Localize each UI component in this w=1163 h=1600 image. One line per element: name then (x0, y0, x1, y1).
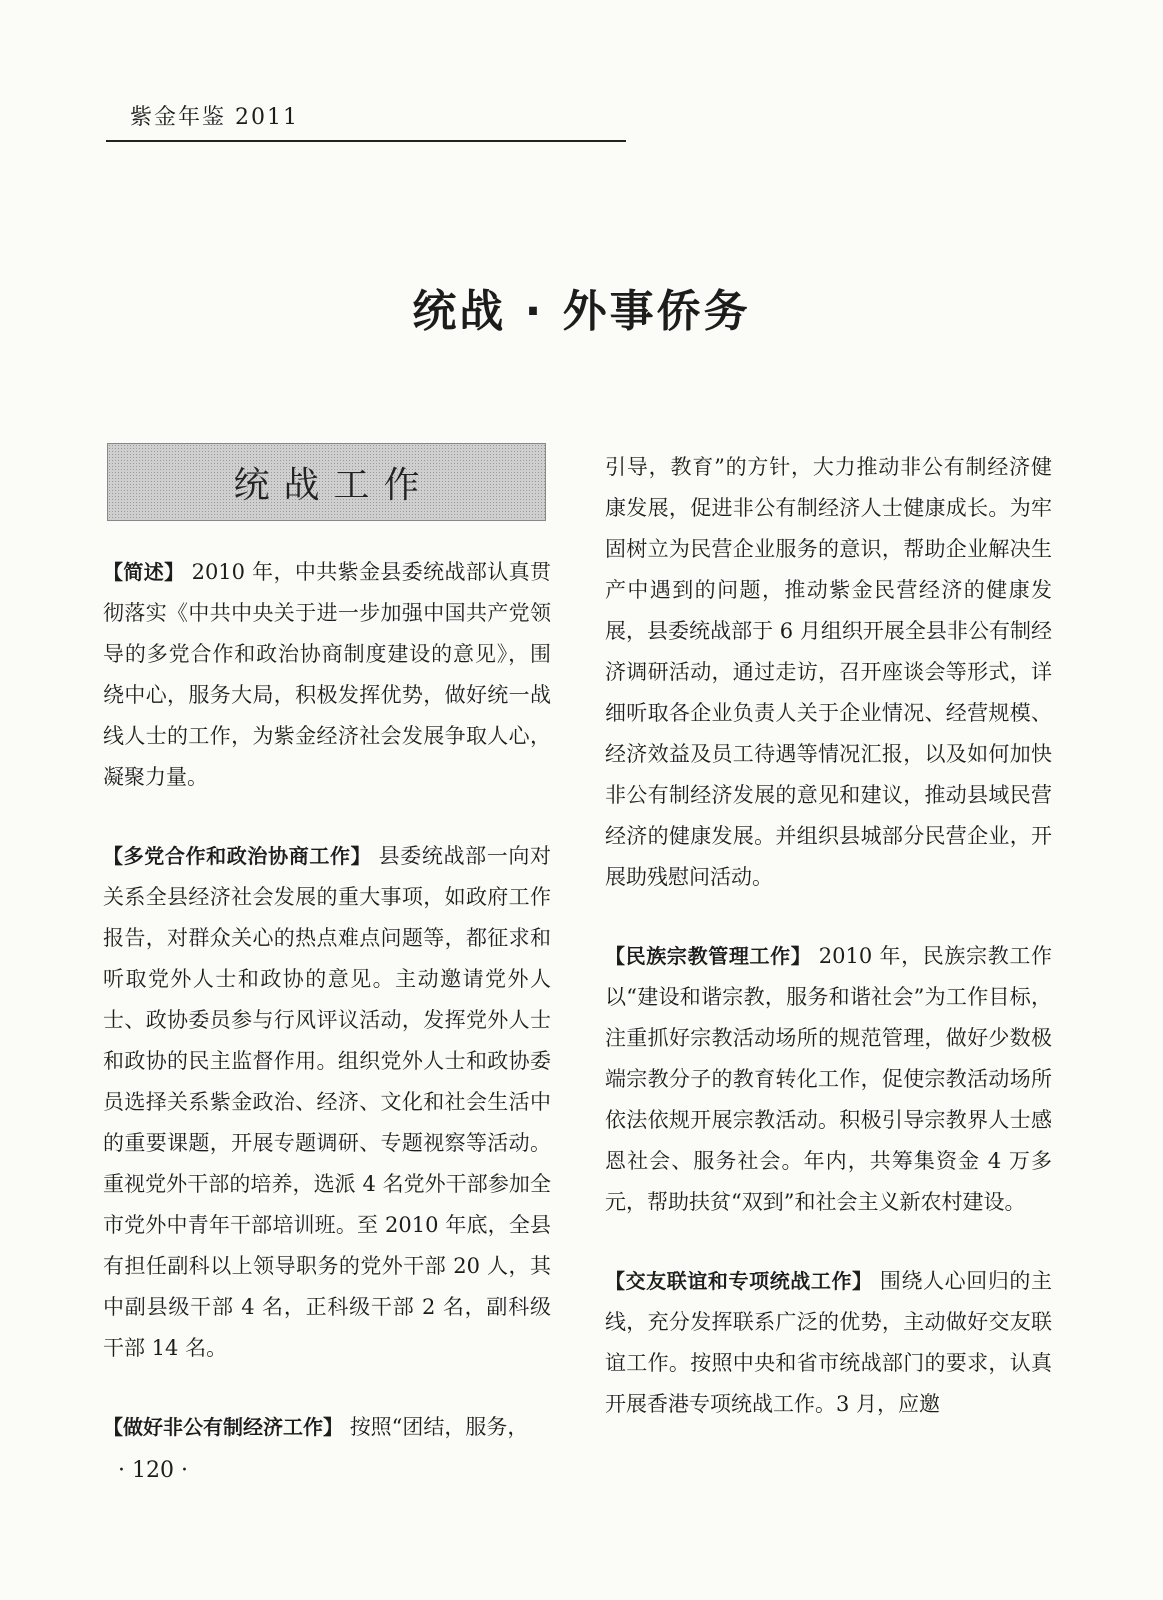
paragraph-heading: 【做好非公有制经济工作】 (103, 1415, 343, 1439)
paragraph-continuation: 引导，教育”的方针，大力推动非公有制经济健康发展，促进非公有制经济人士健康成长。为牢固树立为民营企业服务的意识，帮助企业解决生产中遇到的问题，推动紫金民营经济的健康发展，县委统战部于 6 月组织开展全县非公有制经济调研活动，通过走访，召开座谈会等形式，详细听取各企业负责人关于企业情况、经营规模、经济效益及员工待遇等情况汇报，以及如何加快非公有制经济发展的意见和建议，推动县域民营经济的健康发展。并组织县城部分民营企业，开展助残慰问活动。 (605, 455, 1052, 889)
section-banner-label: 统战工作 (233, 464, 434, 506)
running-head: 紫金年鉴 2011 (130, 105, 299, 130)
right-column (605, 447, 1052, 1425)
section-banner (107, 443, 546, 521)
paragraph-body: 2010 年，民族宗教工作以“建设和谐宗教，服务和谐社会”为工作目标，注重抓好宗教活动场所的规范管理，做好少数极端宗教分子的教育转化工作，促使宗教活动场所依法依规开展宗教活动。积极引导宗教界人士感恩社会、服务社会。年内，共筹集资金 4 万多元，帮助扶贫“双到”和社会主义新农村建设。 (605, 944, 1052, 1214)
paragraph-heading: 【民族宗教管理工作】 (605, 944, 812, 968)
paragraph-friendship-liaison (605, 1261, 1052, 1425)
paragraph-body: 县委统战部一向对关系全县经济社会发展的重大事项，如政府工作报告，对群众关心的热点难点问题等，都征求和听取党外人士和政协的意见。主动邀请党外人士、政协委员参与行风评议活动，发挥党外人士和政协的民主监督作用。组织党外人士和政协委员选择关系紫金政治、经济、文化和社会生活中的重要课题，开展专题调研、专题视察等活动。重视党外干部的培养，选派 4 名党外干部参加全市党外中青年干部培训班。至 2010 年底，全县有担任副科以上领导职务的党外干部 20 人，其中副县级干部 4 名，正科级干部 2 名，副科级干部 14 名。 (103, 844, 551, 1360)
paragraph-heading: 【多党合作和政治协商工作】 (103, 844, 372, 868)
page-number: · 120 · (118, 1458, 188, 1483)
paragraph-heading: 【交友联谊和专项统战工作】 (605, 1269, 873, 1293)
paragraph-body: 围绕人心回归的主线，充分发挥联系广泛的优势，主动做好交友联谊工作。按照中央和省市统战部门的要求，认真开展香港专项统战工作。3 月，应邀 (605, 1269, 1052, 1416)
chapter-title: 统战 · 外事侨务 (412, 286, 751, 337)
paragraph-heading: 【简述】 (103, 560, 185, 584)
paragraph-multiparty-cooperation (103, 836, 551, 1369)
paragraph-body: 按照“团结，服务， (349, 1415, 529, 1439)
paragraph-body: 2010 年，中共紫金县委统战部认真贯彻落实《中共中央关于进一步加强中国共产党领导的多党合作和政治协商制度建设的意见》，围绕中心，服务大局，积极发挥优势，做好统一战线人士的工作，为紫金经济社会发展争取人心，凝聚力量。 (103, 560, 551, 789)
paragraph-non-public-economy (103, 1407, 551, 1448)
paragraph-ethnic-religious-affairs (605, 936, 1052, 1223)
header-rule (106, 140, 626, 142)
left-column (103, 552, 551, 1448)
paragraph-overview (103, 552, 551, 798)
